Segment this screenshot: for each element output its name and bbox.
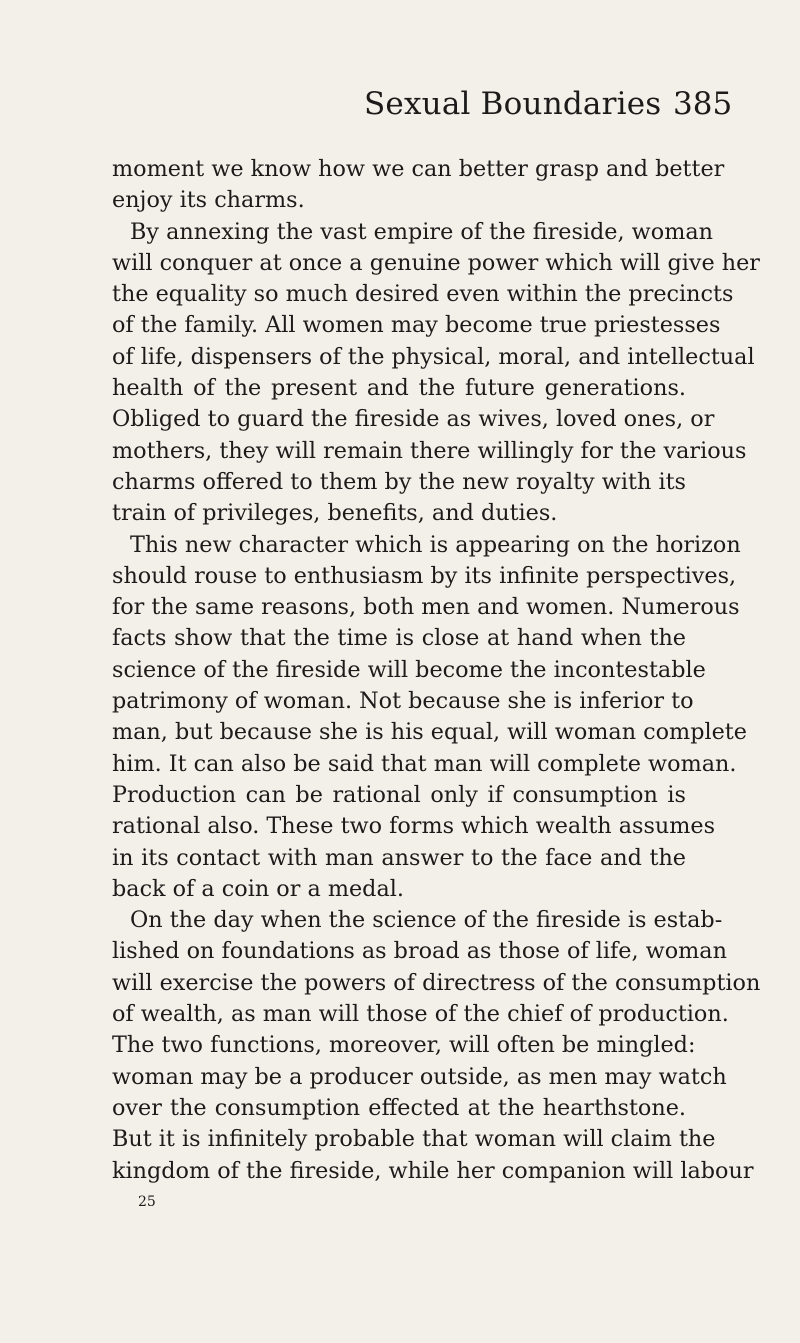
text-line: Obliged to guard the fireside as wives, loved ones, or bbox=[112, 406, 715, 433]
text-line: kingdom of the fireside, while her companion will labour bbox=[112, 1157, 754, 1184]
text-line: for the same reasons, both men and women. Numerous bbox=[112, 594, 740, 621]
text-line: health of the present and the future generations. bbox=[112, 375, 686, 402]
text-line: mothers, they will remain there willingly for the various bbox=[112, 437, 747, 464]
text-line: man, but because she is his equal, will woman complete bbox=[112, 719, 747, 746]
text-line: Production can be rational only if consumption is bbox=[112, 781, 686, 808]
text-line: of life, dispensers of the physical, moral, and intellectual bbox=[112, 343, 755, 370]
text-line: enjoy its charms. bbox=[112, 187, 305, 214]
text-line: him. It can also be said that man will complete woman. bbox=[112, 750, 737, 777]
text-line: patrimony of woman. Not because she is inferior to bbox=[112, 688, 694, 715]
text-line: science of the fireside will become the incontestable bbox=[112, 656, 706, 683]
text-line: By annexing the vast empire of the fireside, woman bbox=[130, 218, 713, 245]
text-line: This new character which is appearing on the horizon bbox=[130, 531, 741, 558]
text-line: But it is infinitely probable that woman will claim the bbox=[112, 1126, 716, 1153]
signature-mark: 25 bbox=[138, 1194, 156, 1210]
text-line: charms offered to them by the new royalty with its bbox=[112, 468, 686, 495]
text-line: in its contact with man answer to the face and the bbox=[112, 844, 686, 871]
text-line: On the day when the science of the fireside is estab- bbox=[130, 907, 723, 934]
text-line: facts show that the time is close at hand when the bbox=[112, 625, 686, 652]
text-line: will exercise the powers of directress of the consumption bbox=[112, 969, 761, 996]
text-line: woman may be a producer outside, as men may watch bbox=[112, 1063, 727, 1090]
text-line: of wealth, as man will those of the chief of production. bbox=[112, 1001, 729, 1028]
page-header bbox=[0, 82, 800, 126]
page-number: 385 bbox=[673, 86, 733, 122]
text-line: train of privileges, benefits, and duties. bbox=[112, 500, 558, 527]
text-line: moment we know how we can better grasp and better bbox=[112, 156, 725, 182]
text-line: lished on foundations as broad as those of life, woman bbox=[112, 938, 727, 965]
text-line: over the consumption effected at the hearthstone. bbox=[112, 1094, 686, 1121]
text-line: of the family. All women may become true priestesses bbox=[112, 312, 721, 339]
text-line: back of a coin or a medal. bbox=[112, 875, 404, 902]
running-title: Sexual Boundaries bbox=[364, 86, 662, 122]
text-line: The two functions, moreover, will often be mingled: bbox=[112, 1032, 696, 1059]
text-line: rational also. These two forms which wealth assumes bbox=[112, 813, 716, 840]
text-line: will conquer at once a genuine power which will give her bbox=[112, 249, 760, 276]
text-line: the equality so much desired even within the precincts bbox=[112, 281, 734, 308]
body-text bbox=[112, 154, 761, 1187]
text-line: should rouse to enthusiasm by its infinite perspectives, bbox=[112, 562, 737, 589]
